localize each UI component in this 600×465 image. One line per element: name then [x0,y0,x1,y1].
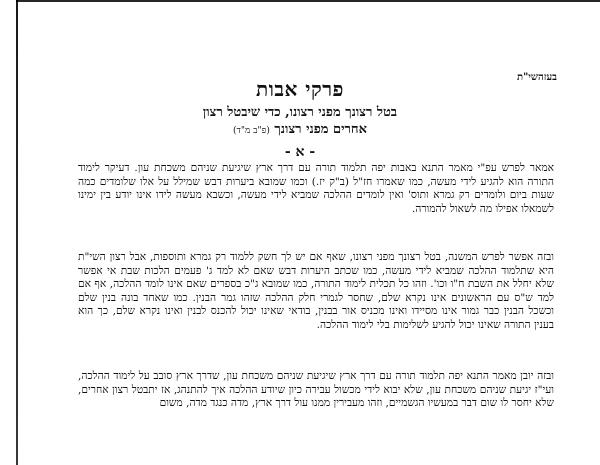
paragraph-2: ובזה אפשר לפרש המשנה, בטל רצונך מפני רצונו, שאף אם יש לך חשק ללמוד רק גמרא ותוספות, אבל רצון השי"ת היא שתלמוד ההלכה שמביא לידי מעשה, כמו שכתב היערות דבש שאם לא למד ג' פעמים הלכות שבת אי אפשר שלא יחלל את השבת ח"ו וכו'. וזהו כל תכלית לימוד התורה, כמו שמובא ג"כ בספרים שאם אינו לומד ההלכה, אף אם למד ש"ס עם הראשונים אינו נקרא שלם, שחסר לגמרי חלק ההלכה שזהו גמר הבנין. כמו שאחד בונה בנין שלם וכשכל הבנין כבר גמור אינו מסיידו ואינו מכניס אור בבנין, בודאי שאינו יכול להכנס לבנין ואינו נקרא שלם, כך הוא בענין התורה שאינו יכול להגיע לשלימות בלי לימוד ההלכה. [78,251,554,331]
paragraph-1: אמאר לפרש עפ"י מאמר התנא באבות יפה תלמוד תורה עם דרך ארץ שיגיעת שניהם משכחת עון. דעיקר לימוד התורה הוא להגיע לידי מעשה, כמו שאמרו חז"ל (ב"ק יז.) וכמו שמובא ביערות דבש שמילל על אלו שלומדים כמה שעות ביום ולומדים רק גמרא ותוס' ואין לומדים ההלכה שמביא לידי מעשה, וכשבא מעשה לידו אינו יודע בין ימינו לשמאלו אפילו מה לשאול להמורה. [78,162,554,215]
scan-top-edge [16,0,600,2]
scan-left-edge [16,0,18,465]
section-mark: - א - [284,144,316,160]
subtitle-reference: (פ"ב מ"ד) [233,126,270,136]
subtitle-line-2-text: אחרים מפני רצונך [274,122,367,137]
paragraph-3: ובזה יובן מאמר התנא יפה תלמוד תורה עם דרך ארץ שיגיעת שניהם משכחת עון, שדרך ארץ סובב על לימוד ההלכה, ועי"ז יגיעת שניהם משכחת עון, שלא יבוא לידי מכשול עבירה כיון שיודע ההלכה איך להתנהג, אז יתבטל רצון אחרים, שלא יחסר לו שום דבר במעשיו הגשמיים, וזהו מעבירין ממנו עול דרך ארץ, מדה כנגד מדה, משום [78,370,554,410]
header-mark: בעזהשי"ת [516,72,557,83]
subtitle-line-2 [0,121,600,137]
page-title: פרקי אבות [256,77,344,101]
subtitle-line-1: בטל רצונך מפני רצונו, כדי שיבטל רצון [202,105,398,120]
